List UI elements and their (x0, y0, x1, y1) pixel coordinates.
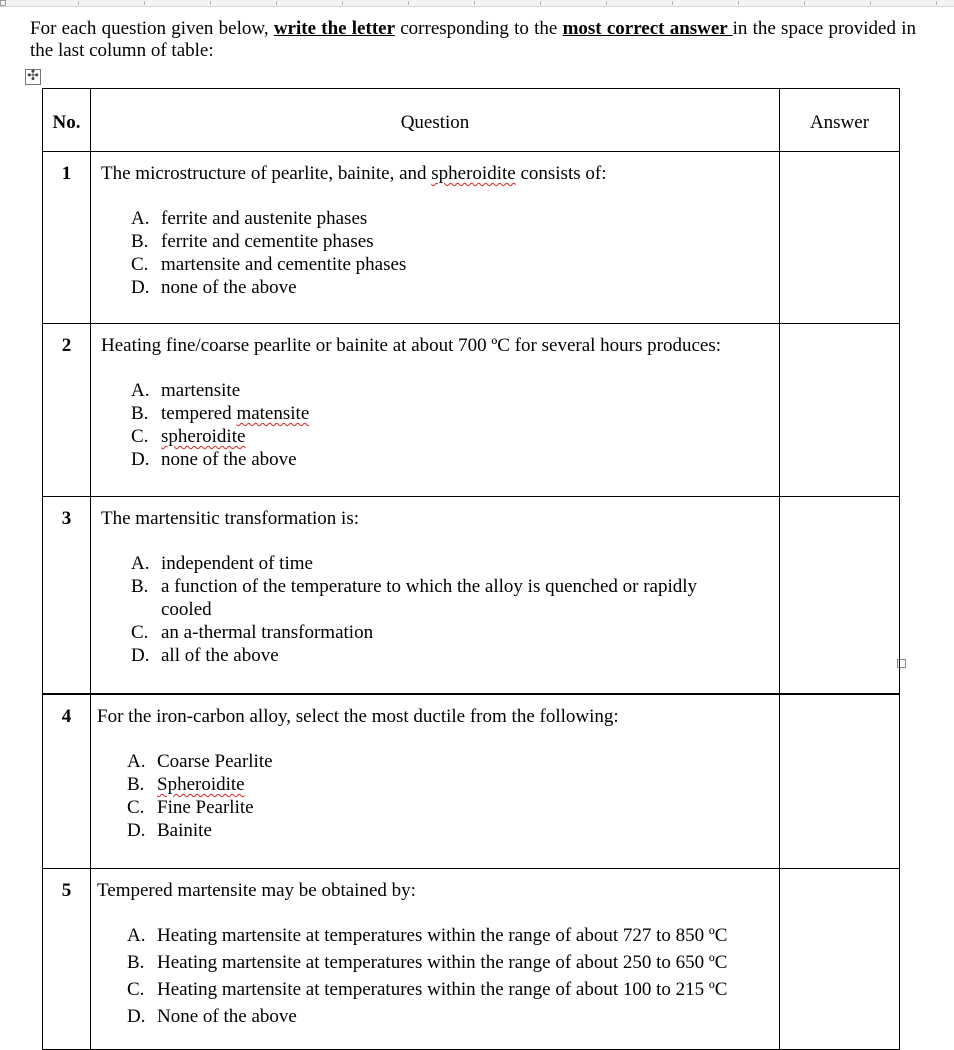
question-cell (91, 152, 780, 324)
ruler-tick (804, 1, 805, 5)
ruler-tick (408, 1, 409, 5)
option-item (131, 621, 769, 644)
option-letter: D. (131, 277, 150, 298)
answer-cell[interactable] (780, 152, 900, 324)
option-text: Fine Pearlite (157, 797, 254, 818)
horizontal-ruler (0, 0, 954, 7)
option-item (131, 575, 769, 621)
instructions-emphasis-1: write the letter (273, 18, 396, 39)
options-list (97, 750, 769, 842)
ruler-tick (936, 1, 937, 5)
question-cell (91, 869, 780, 1050)
question-stem: Heating fine/coarse pearlite or bainite at about 700 ºC for several hours produces: (101, 335, 722, 356)
header-question: Question (91, 89, 780, 152)
option-text: martensite and cementite phases (161, 254, 407, 275)
option-letter: A. (131, 553, 150, 574)
misspelled-word: matensite (236, 403, 310, 424)
question-cell (91, 497, 780, 695)
instructions-text-3: in the space provided in the last column of table: (30, 18, 916, 61)
question-number: 2 (43, 324, 91, 497)
table-header-row (43, 89, 900, 152)
ruler-tick (78, 1, 79, 5)
option-item (131, 207, 769, 230)
option-letter: D. (127, 820, 146, 841)
option-letter: C. (131, 426, 149, 447)
option-letter: C. (127, 979, 145, 1000)
question-number: 5 (43, 869, 91, 1050)
option-text: all of the above (161, 645, 279, 666)
option-text (161, 402, 769, 425)
move-cross-icon[interactable]: ✣ (25, 69, 41, 85)
option-item (127, 1005, 769, 1028)
questions-table (42, 88, 900, 1050)
option-letter: B. (127, 952, 145, 973)
table-row (43, 869, 900, 1050)
answer-cell[interactable] (780, 869, 900, 1050)
question-stem (101, 162, 769, 185)
ruler-tick (672, 1, 673, 5)
answer-cell[interactable] (780, 694, 900, 869)
option-letter: D. (127, 1006, 146, 1027)
instructions-emphasis-2: most correct answer (562, 18, 733, 39)
options-list (101, 379, 769, 471)
instructions-text-1: For each question given below, (30, 18, 274, 39)
option-item (127, 819, 769, 842)
option-item (127, 924, 769, 947)
options-list (101, 552, 769, 667)
option-letter: C. (131, 254, 149, 275)
question-stem: For the iron-carbon alloy, select the most ductile from the following: (97, 706, 619, 727)
option-letter: B. (131, 403, 149, 424)
option-text: none of the above (161, 277, 297, 298)
option-text: ferrite and austenite phases (161, 208, 368, 229)
option-item (127, 750, 769, 773)
table-row (43, 694, 900, 869)
option-item (131, 552, 769, 575)
table-row (43, 497, 900, 695)
ruler-tick (540, 1, 541, 5)
option-letter: B. (131, 576, 149, 597)
option-item (127, 951, 769, 974)
option-text: independent of time (161, 553, 313, 574)
option-item (131, 230, 769, 253)
options-list (101, 207, 769, 299)
option-item (131, 425, 769, 448)
option-text: None of the above (157, 1006, 297, 1027)
question-stem: Tempered martensite may be obtained by: (97, 880, 416, 901)
question-cell (91, 324, 780, 497)
option-text: Heating martensite at temperatures within the range of about 100 to 215 ºC (157, 979, 728, 1000)
instructions-paragraph (30, 18, 916, 62)
question-stem: The martensitic transformation is: (101, 508, 360, 529)
option-text: ferrite and cementite phases (161, 231, 374, 252)
option-letter: C. (131, 622, 149, 643)
option-item (131, 276, 769, 299)
question-number: 1 (43, 152, 91, 324)
answer-cell[interactable] (780, 497, 900, 695)
option-item (131, 644, 769, 667)
ruler-tick (276, 1, 277, 5)
option-item (127, 796, 769, 819)
option-text (161, 425, 769, 448)
ruler-tick (870, 1, 871, 5)
ruler-tick (144, 1, 145, 5)
option-text-part: tempered (161, 403, 237, 424)
option-item (127, 978, 769, 1001)
misspelled-word: Spheroidite (157, 774, 245, 795)
table-row (43, 152, 900, 324)
option-item (131, 402, 769, 425)
option-item (131, 253, 769, 276)
ruler-tick (474, 1, 475, 5)
option-letter: D. (131, 449, 150, 470)
option-text: Coarse Pearlite (157, 751, 273, 772)
ruler-tick (342, 1, 343, 5)
table-row (43, 324, 900, 497)
header-answer: Answer (780, 89, 900, 152)
instructions-text-2: corresponding to the (395, 18, 563, 39)
header-no: No. (43, 89, 91, 152)
option-text (157, 773, 769, 796)
option-letter: B. (127, 774, 145, 795)
option-text: Heating martensite at temperatures within the range of about 250 to 650 ºC (157, 952, 728, 973)
answer-cell[interactable] (780, 324, 900, 497)
option-text: Heating martensite at temperatures within the range of about 727 to 850 ºC (157, 925, 728, 946)
question-number: 4 (43, 694, 91, 869)
option-letter: A. (127, 925, 146, 946)
ruler-tick (210, 1, 211, 5)
options-list (97, 924, 769, 1028)
option-letter: C. (127, 797, 145, 818)
option-item (131, 379, 769, 402)
option-letter: A. (131, 208, 150, 229)
option-letter: B. (131, 231, 149, 252)
stem-text: consists of: (515, 163, 607, 184)
ruler-corner (0, 0, 6, 6)
ruler-tick (606, 1, 607, 5)
stem-text: The microstructure of pearlite, bainite, and (101, 163, 432, 184)
misspelled-word: spheroidite (161, 426, 246, 447)
option-item (127, 773, 769, 796)
option-letter: A. (131, 380, 150, 401)
misspelled-word: spheroidite (431, 163, 516, 184)
option-item (131, 448, 769, 471)
option-text: a function of the temperature to which the alloy is quenched or rapidly cooled (161, 576, 698, 620)
option-letter: D. (131, 645, 150, 666)
option-letter: A. (127, 751, 146, 772)
question-number: 3 (43, 497, 91, 695)
option-text: Bainite (157, 820, 212, 841)
ruler-tick (738, 1, 739, 5)
option-text: an a-thermal transformation (161, 622, 374, 643)
question-cell (91, 694, 780, 869)
option-text: martensite (161, 380, 241, 401)
option-text: none of the above (161, 449, 297, 470)
